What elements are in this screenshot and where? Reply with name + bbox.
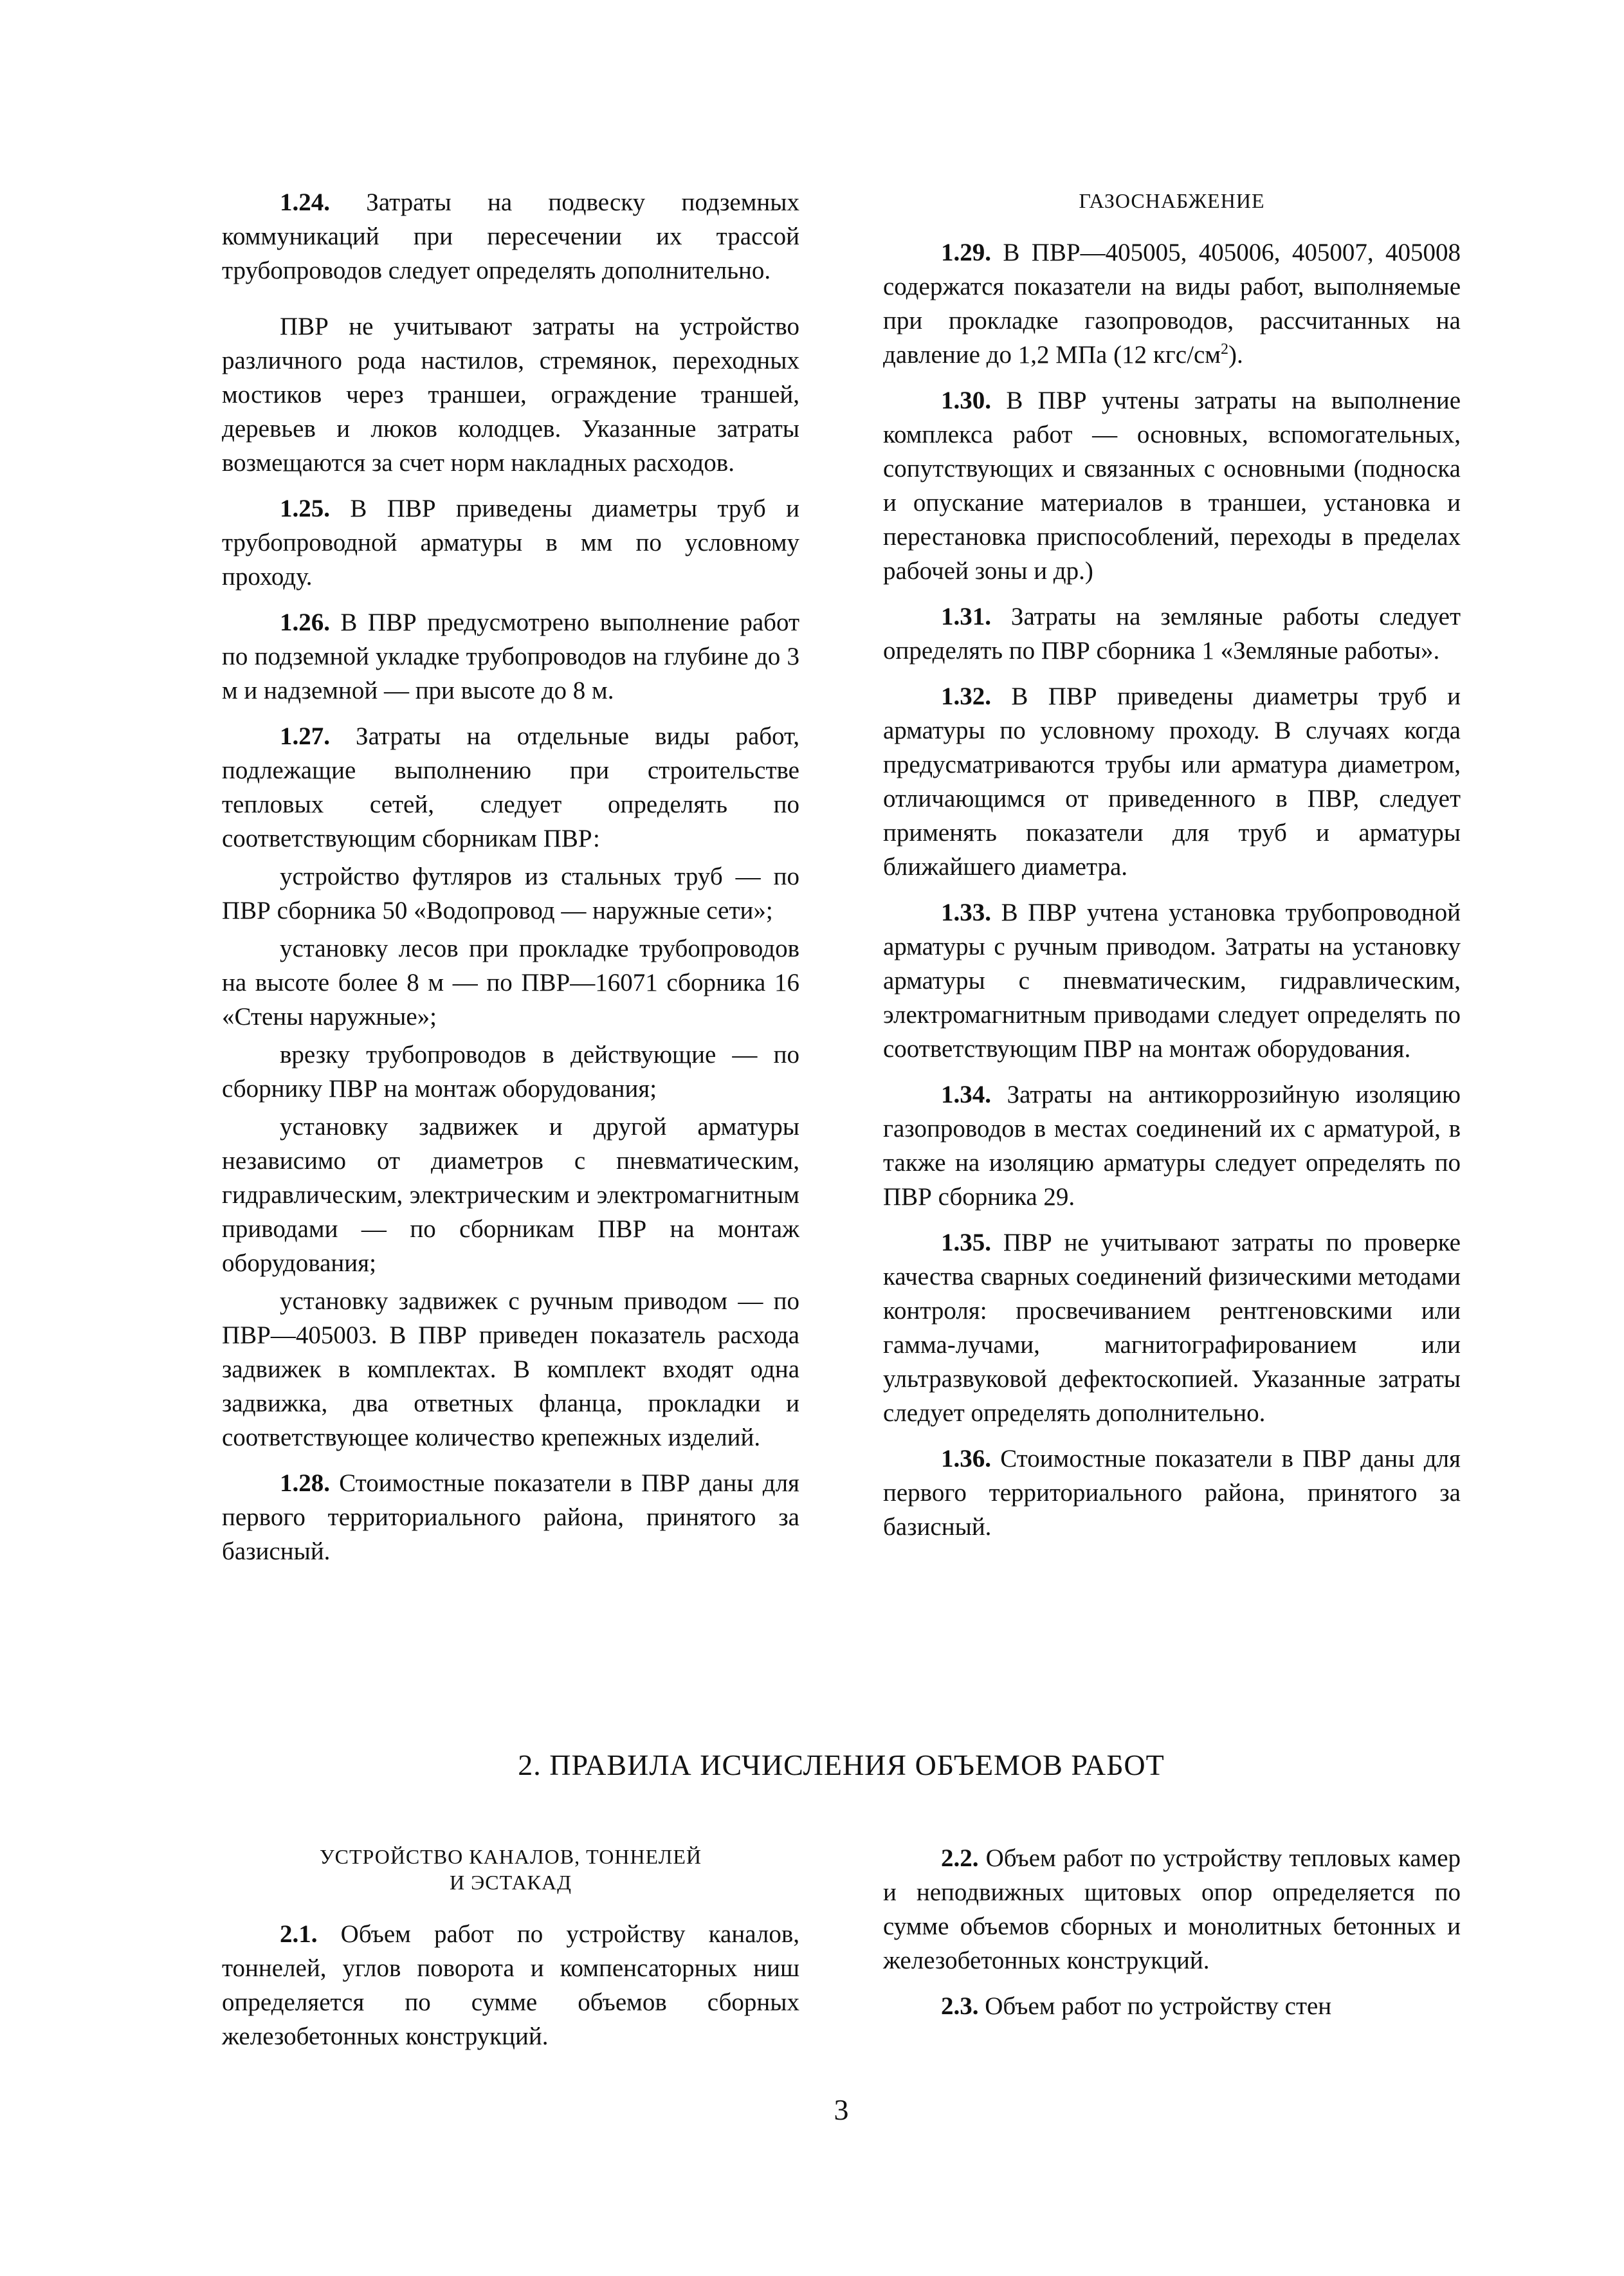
paragraph-text: Затраты на антикоррозийную изоляцию газопроводов в местах соединений их с арматурой, в также на изоляцию арматуры следует определять по ПВР сборника 29. bbox=[883, 1081, 1461, 1211]
paragraph-number: 1.29. bbox=[941, 239, 991, 266]
page-number: 3 bbox=[834, 2093, 849, 2126]
paragraph-number: 1.25. bbox=[280, 495, 330, 522]
paragraph-2-1 bbox=[222, 1917, 799, 2053]
paragraph-text: ПВР не учитывают затраты по проверке качества сварных соединений физическими методами контроля: просвечиванием рентгеновскими или гамма-лучами, магнитографированием или ультразвуковой дефектоскопией. Указанные затраты следует определять дополнительно. bbox=[883, 1229, 1461, 1427]
paragraph-1-30 bbox=[883, 383, 1461, 588]
paragraph-number: 1.30. bbox=[941, 387, 991, 414]
paragraph-1-34 bbox=[883, 1078, 1461, 1214]
section-heading-channels bbox=[222, 1844, 799, 1895]
list-item: установку лесов при прокладке трубопроводов на высоте более 8 м — по ПВР—16071 сборника 16 «Стены наружные»; bbox=[222, 935, 799, 1031]
paragraph-2-3 bbox=[883, 1989, 1461, 2023]
paragraph-1-35 bbox=[883, 1225, 1461, 1430]
paragraph-text: Стоимостные показатели в ПВР даны для первого территориального района, принятого за базисный. bbox=[883, 1445, 1461, 1541]
paragraph-text: Объем работ по устройству стен bbox=[978, 1992, 1332, 2020]
list-item: установку задвижек и другой арматуры независимо от диаметров с пневматическим, гидравлическим, электрическим и электромагнитным приводами — по сборникам ПВР на монтаж оборудования; bbox=[222, 1113, 799, 1277]
paragraph-number: 1.28. bbox=[280, 1469, 330, 1497]
paragraph-1-36 bbox=[883, 1442, 1461, 1544]
paragraph-text: Затраты на земляные работы следует определять по ПВР сборника 1 «Земляные работы». bbox=[883, 603, 1461, 665]
section-heading-gas-supply: ГАЗОСНАБЖЕНИЕ bbox=[1079, 189, 1265, 212]
paragraph-1-31 bbox=[883, 600, 1461, 668]
paragraph-text-end: ). bbox=[1228, 341, 1243, 369]
paragraph-text: В ПВР учтены затраты на выполнение комплекса работ — основных, вспомогательных, сопутствующих и связанных с основными (подноска и опускание материалов в траншеи, установка и перестановка приспособлений, переходы в пределах рабочей зоны и др.) bbox=[883, 387, 1461, 585]
heading-line: И ЭСТАКАД bbox=[450, 1871, 572, 1894]
heading-line: УСТРОЙСТВО КАНАЛОВ, ТОННЕЛЕЙ bbox=[319, 1845, 702, 1868]
paragraph-text: В ПВР—405005, 405006, 405007, 405008 содержатся показатели на виды работ, выполняемые при прокладке газопроводов, рассчитанных на давление до 1,2 МПа (12 кгс/см bbox=[883, 239, 1461, 369]
list-item: установку задвижек с ручным приводом — по ПВР—405003. В ПВР приведен показатель расхода задвижек в комплектах. В комплект входят одна задвижка, два ответных фланца, прокладки и соответствующее количество крепежных изделий. bbox=[222, 1287, 799, 1451]
right-column-bottom bbox=[883, 1841, 1461, 2035]
section-2-title: 2. ПРАВИЛА ИСЧИСЛЕНИЯ ОБЪЕМОВ РАБОТ bbox=[518, 1748, 1165, 1781]
paragraph-1-24 bbox=[222, 185, 799, 288]
paragraph-number: 1.35. bbox=[941, 1229, 991, 1256]
paragraph-1-25 bbox=[222, 491, 799, 594]
paragraph-text: В ПВР учтена установка трубопроводной арматуры с ручным приводом. Затраты на установку арматуры с пневматическим, гидравлическим, электромагнитным приводами следует определять по соответствующим ПВР на монтаж оборудования. bbox=[883, 899, 1461, 1063]
list-item: устройство футляров из стальных труб — по ПВР сборника 50 «Водопровод — наружные сети»; bbox=[222, 863, 799, 924]
paragraph-number: 1.27. bbox=[280, 722, 330, 750]
left-column-top bbox=[222, 185, 799, 1580]
paragraph-1-27 bbox=[222, 719, 799, 856]
paragraph-number: 2.3. bbox=[941, 1992, 979, 2020]
paragraph-text: Стоимостные показатели в ПВР даны для первого территориального района, принятого за базисный. bbox=[222, 1469, 799, 1565]
paragraph-1-33 bbox=[883, 895, 1461, 1066]
paragraph-text: В ПВР предусмотрено выполнение работ по подземной укладке трубопроводов на глубине до 3 м и надземной — при высоте до 8 м. bbox=[222, 609, 799, 704]
superscript: 2 bbox=[1220, 341, 1228, 358]
paragraph-2-2 bbox=[883, 1841, 1461, 1978]
paragraph-1-29 bbox=[883, 235, 1461, 372]
paragraph-text: В ПВР приведены диаметры труб и трубопроводной арматуры в мм по условному проходу. bbox=[222, 495, 799, 591]
paragraph-text: Объем работ по устройству каналов, тоннелей, углов поворота и компенсаторных ниш определяется по сумме объемов сборных железобетонных конструкций. bbox=[222, 1920, 799, 2050]
paragraph-number: 1.26. bbox=[280, 609, 330, 636]
paragraph-text: Затраты на отдельные виды работ, подлежащие выполнению при строительстве тепловых сетей, следует определять по соответствующим сборникам ПВР: bbox=[222, 722, 799, 852]
paragraph-text: Объем работ по устройству тепловых камер и неподвижных щитовых опор определяется по сумме объемов сборных и монолитных бетонных и железобетонных конструкций. bbox=[883, 1844, 1461, 1974]
paragraph-number: 2.1. bbox=[280, 1920, 318, 1948]
paragraph-number: 2.2. bbox=[941, 1844, 979, 1872]
paragraph-number: 1.36. bbox=[941, 1445, 991, 1473]
paragraph-number: 1.24. bbox=[280, 188, 330, 216]
right-column-top bbox=[883, 185, 1461, 1556]
paragraph-number: 1.31. bbox=[941, 603, 991, 630]
paragraph-text: ПВР не учитывают затраты на устройство различного рода настилов, стремянок, переходных мостиков через траншеи, ограждение траншей, деревьев и люков колодцев. Указанные затраты возмещаются за счет норм накладных расходов. bbox=[222, 313, 799, 477]
list-item: врезку трубопроводов в действующие — по сборнику ПВР на монтаж оборудования; bbox=[222, 1041, 799, 1103]
paragraph-1-26 bbox=[222, 605, 799, 708]
paragraph-number: 1.32. bbox=[941, 683, 991, 710]
paragraph-1-32 bbox=[883, 679, 1461, 884]
paragraph-number: 1.33. bbox=[941, 899, 991, 926]
paragraph-number: 1.34. bbox=[941, 1081, 991, 1108]
paragraph-text: Затраты на подвеску подземных коммуникаций при пересечении их трассой трубопроводов следует определять дополнительно. bbox=[222, 188, 799, 284]
left-column-bottom bbox=[222, 1841, 799, 2065]
paragraph-pvr-exclusions bbox=[222, 309, 799, 480]
paragraph-1-28 bbox=[222, 1466, 799, 1568]
paragraph-text: В ПВР приведены диаметры труб и арматуры по условному проходу. В случаях когда предусматриваются трубы или арматура диаметром, отличающимся от приведенного в ПВР, следует применять показатели для труб и арматуры ближайшего диаметра. bbox=[883, 683, 1461, 881]
